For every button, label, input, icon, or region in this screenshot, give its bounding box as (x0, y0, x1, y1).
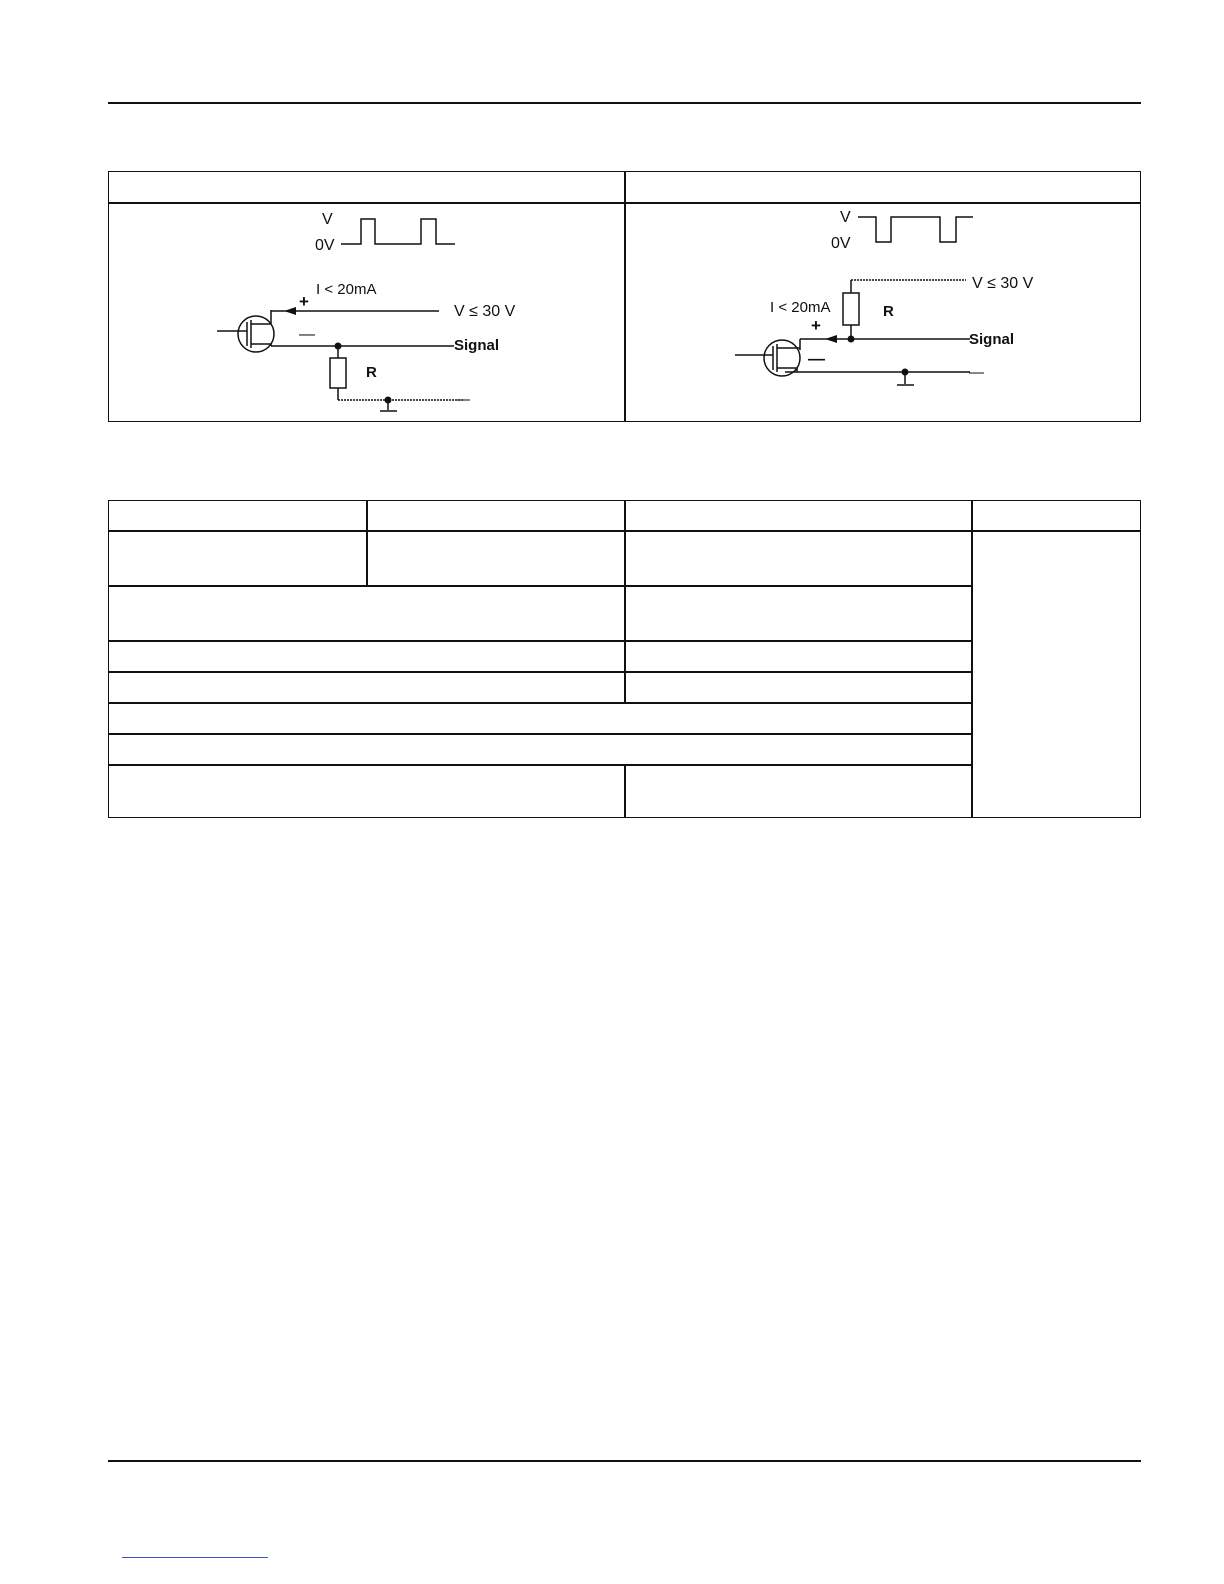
left-resistor-label: R (366, 364, 377, 381)
right-resistor (843, 293, 859, 325)
right-waveform-low-label: 0V (831, 235, 851, 252)
header-rule (108, 102, 1141, 104)
right-waveform-high-label: V (840, 209, 851, 226)
table-row-divider (109, 671, 971, 673)
footer-link-underline[interactable] (122, 1557, 268, 1558)
wiring-diagram-table (108, 171, 1141, 422)
right-signal-label: Signal (969, 331, 1015, 348)
table-row-divider (109, 764, 971, 766)
table-column-divider (366, 501, 368, 585)
table-column-divider (971, 501, 973, 817)
left-voltage-label: V ≤ 30 V (454, 303, 516, 320)
right-voltage-label: V ≤ 30 V (972, 275, 1034, 292)
left-minus-label: — (299, 326, 315, 343)
left-wiring-diagram (109, 172, 624, 422)
table-row-divider (109, 733, 971, 735)
right-minus-label: — (808, 349, 825, 368)
left-waveform-low-label: 0V (315, 237, 335, 254)
right-plus-label: + (811, 316, 821, 335)
right-current-label: I < 20mA (770, 299, 831, 316)
right-transistor-symbol (764, 340, 800, 376)
left-pulse-waveform (341, 219, 455, 244)
table-row-divider (109, 585, 971, 587)
specification-table (108, 500, 1141, 818)
left-resistor (330, 358, 346, 388)
table-column-divider (624, 501, 626, 702)
right-pulse-waveform (858, 217, 973, 242)
left-waveform-high-label: V (322, 211, 333, 228)
table-column-divider (624, 764, 626, 817)
left-current-label: I < 20mA (316, 281, 377, 298)
footer-rule (108, 1460, 1141, 1462)
left-ground-label: — (455, 391, 470, 408)
left-signal-label: Signal (454, 337, 500, 354)
right-resistor-label: R (883, 303, 894, 320)
table-row-divider (109, 640, 971, 642)
left-transistor-symbol (238, 316, 274, 352)
left-plus-label: + (299, 292, 309, 311)
table-row-divider (109, 702, 971, 704)
right-ground-label: — (969, 364, 984, 381)
right-wiring-diagram (625, 172, 1141, 422)
